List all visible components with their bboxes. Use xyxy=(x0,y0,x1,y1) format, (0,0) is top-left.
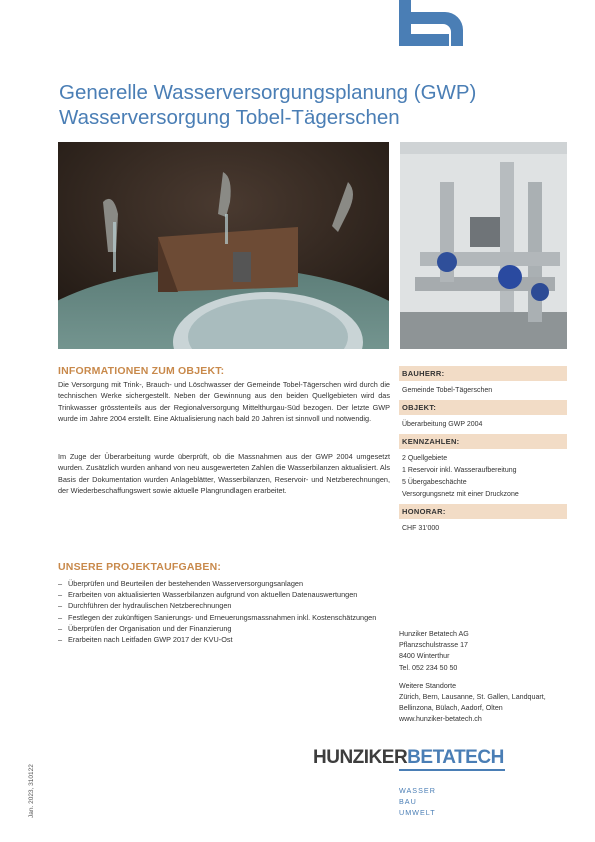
brand-logo xyxy=(313,747,504,771)
corner-logo-mark xyxy=(399,0,467,46)
list-item: – Erarbeiten von aktualisierten Wasserbilanzen aufgrund von aktuellen Datenauswertungen xyxy=(58,590,358,600)
list-item: – Überprüfen der Organisation und der Finanzierung xyxy=(58,623,232,633)
date-code: Jan. 2023, 310122 xyxy=(28,764,35,818)
title-line-2: Wasserversorgung Tobel-Tägerschen xyxy=(59,106,400,129)
honorar-value: CHF 31'000 xyxy=(402,525,440,532)
tasks-list xyxy=(58,578,390,645)
list-item: – Überprüfen und Beurteilen der bestehenden Wasserversorgungsanlagen xyxy=(58,579,304,588)
kennzahl-item: 5 Übergabeschächte xyxy=(402,479,467,486)
objekt-value: Überarbeitung GWP 2004 xyxy=(402,421,483,428)
kennzahl-item: 2 Quellgebiete xyxy=(402,455,448,462)
locations-label: Weitere Standorte xyxy=(399,681,457,690)
brand-underline xyxy=(399,769,505,771)
company-contact xyxy=(399,629,579,726)
brand-tagline: WASSER BAU UMWELT xyxy=(399,786,436,817)
locations-line-1: Zürich, Bern, Lausanne, St. Gallen, Landquart, xyxy=(399,693,546,702)
bauherr-label: BAUHERR: xyxy=(399,366,567,381)
bauherr-value: Gemeinde Tobel-Tägerschen xyxy=(402,387,493,394)
company-city: 8400 Winterthur xyxy=(399,652,450,661)
objekt-label: OBJEKT: xyxy=(399,400,567,415)
tasks-heading: UNSERE PROJEKTAUFGABEN: xyxy=(58,561,222,573)
page-title xyxy=(59,80,579,130)
kennzahl-item: Versorgungsnetz mit einer Druckzone xyxy=(402,491,519,498)
list-item: – Festlegen der zukünftigen Sanierungs- und Erneuerungsmassnahmen inkl. Kostenschätzungen xyxy=(58,612,377,622)
title-line-1: Generelle Wasserversorgungsplanung (GWP) xyxy=(59,81,477,104)
kennzahl-item: 1 Reservoir inkl. Wasseraufbereitung xyxy=(402,467,517,474)
project-facts-sidebar xyxy=(399,366,567,538)
list-item: – Durchführen der hydraulischen Netzberechnungen xyxy=(58,601,232,611)
company-street: Pflanzschulstrasse 17 xyxy=(399,641,469,650)
locations-line-2: Bellinzona, Bülach, Aadorf, Olten xyxy=(399,704,503,713)
brand-name-part-1: HUNZIKER xyxy=(313,747,408,768)
pipe-installation-photo xyxy=(400,142,567,349)
brand-name-part-2: BETATECH xyxy=(407,747,504,768)
kennzahlen-label: KENNZAHLEN: xyxy=(399,434,567,449)
company-phone: Tel. 052 234 50 50 xyxy=(399,663,458,672)
company-website[interactable]: www.hunziker-betatech.ch xyxy=(399,715,482,724)
list-item: – Erarbeiten nach Leitfaden GWP 2017 der KVU-Ost xyxy=(58,635,233,645)
kennzahlen-values xyxy=(399,449,567,504)
info-paragraph-2: Im Zuge der Überarbeitung wurde überprüft, ob die Massnahmen aus der GWP 2004 umgesetzt wurden. Zusätzlich wurden anhand von neu ausgewerteten Zahlen die Wasserbilanzen aktualisiert. Als Basis der Dokumentation wurden Anlageblätter, Wasserbilanzen, Reservoir- und Netzberechnungen, der Wiederbeschaffungswert sowie aktuelle Plangrundlagen erarbeitet. xyxy=(58,452,390,495)
company-name: Hunziker Betatech AG xyxy=(399,630,469,638)
info-paragraph-1: Die Versorgung mit Trink-, Brauch- und Löschwasser der Gemeinde Tobel-Tägerschen wird durch die technischen Werke sichergestellt. Neben der Gewinnung aus den beiden Quellgebieten wird das Trinkwasser grösstenteils aus der Regionalversorgung Mittelthurgau-Süd bezogen. Der letzte GWP wurde im Jahre 2004 erstellt. Eine Aktualisierung nach bald 20 Jahren ist sinnvoll und notwendig. xyxy=(58,380,390,423)
info-heading: INFORMATIONEN ZUM OBJEKT: xyxy=(58,365,225,377)
reservoir-photo xyxy=(58,142,389,349)
honorar-label: HONORAR: xyxy=(399,504,567,519)
